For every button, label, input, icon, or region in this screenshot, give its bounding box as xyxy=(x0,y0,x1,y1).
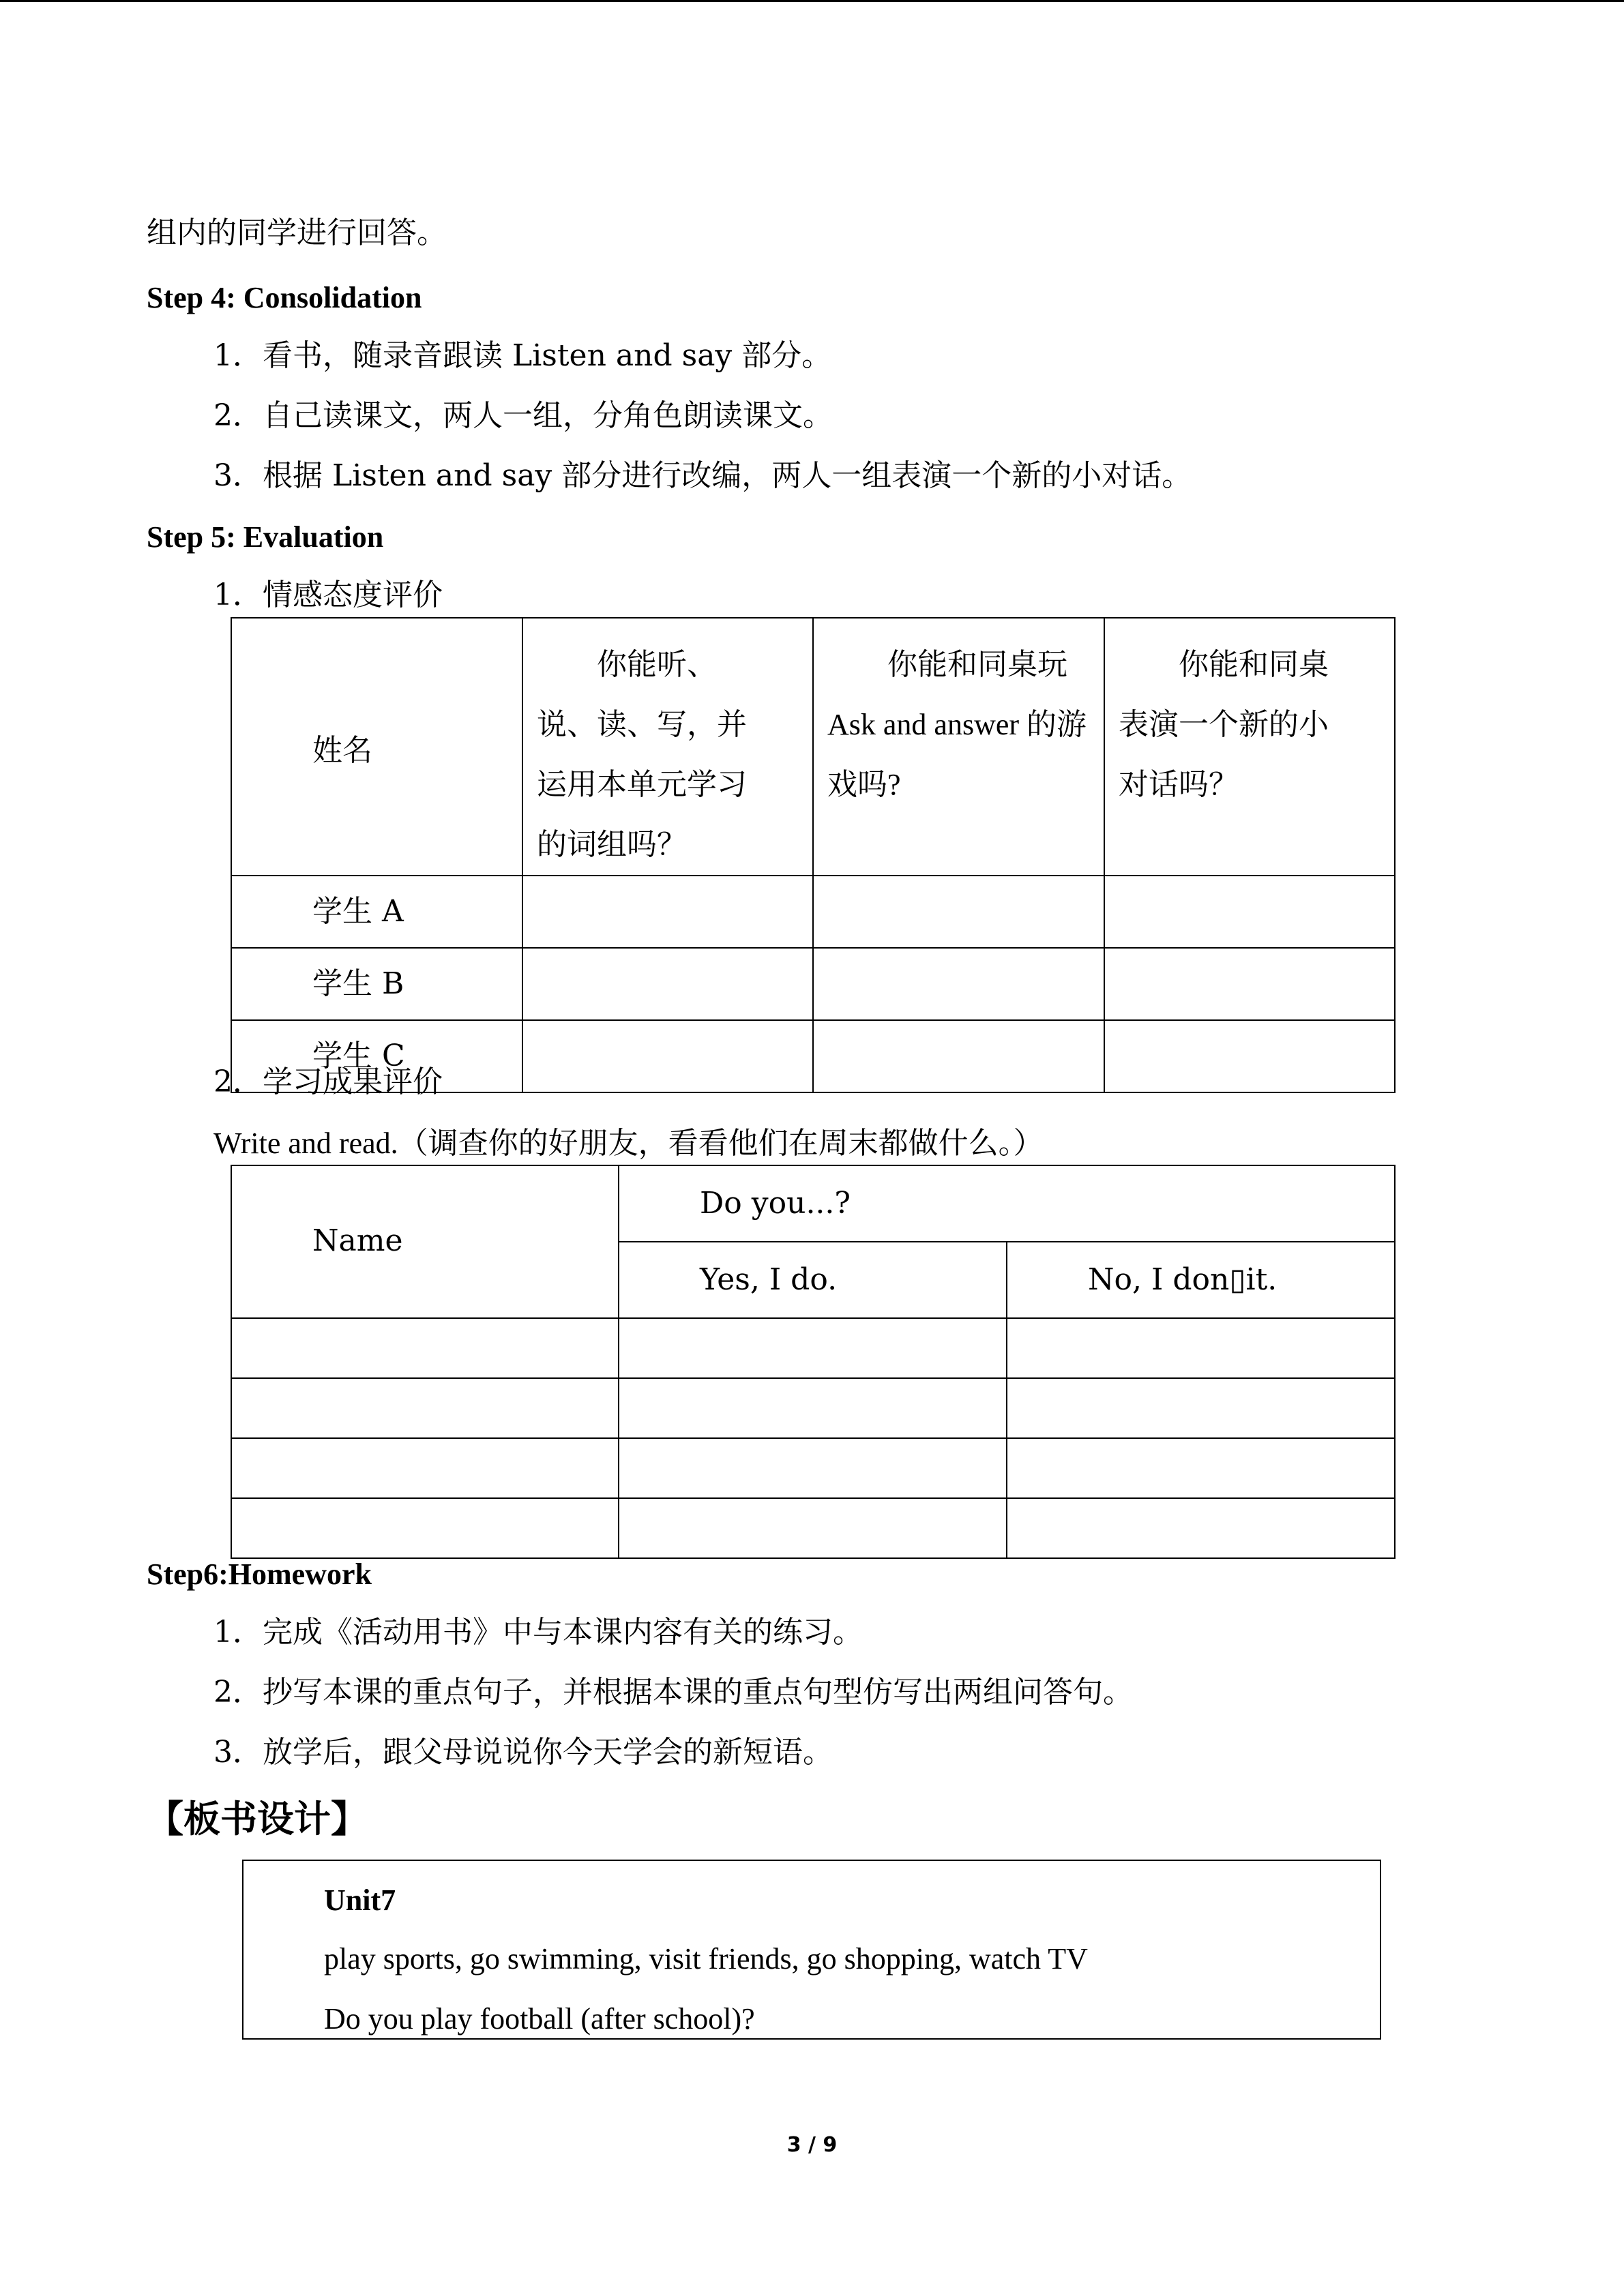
header-col-2: 你能和同桌玩 Ask and answer 的游戏吗? xyxy=(813,618,1104,876)
board-design-title: 【板书设计】 xyxy=(147,1798,368,1840)
row-label-student-c: 学生 C xyxy=(312,1039,405,1073)
table-cell xyxy=(1007,1318,1395,1378)
table-cell xyxy=(522,948,813,1020)
board-question: Do you play football (after school)? xyxy=(324,2002,755,2036)
table-cell xyxy=(231,1378,619,1438)
table-cell xyxy=(813,876,1104,948)
step5-sub2-description: Write and read.（调查你的好朋友，看看他们在周末都做什么。） xyxy=(213,1127,1044,1160)
table-row xyxy=(231,948,1395,1020)
page-number: 3 / 9 xyxy=(786,2133,838,2157)
table-row xyxy=(231,1438,1395,1498)
page-top-border xyxy=(0,0,1624,2)
step4-item-1: 1．看书，随录音跟读 Listen and say 部分。 xyxy=(213,338,832,373)
header-name-cell: 姓名 xyxy=(231,618,522,876)
step6-title: Step6:Homework xyxy=(147,1557,372,1591)
header-col-1: 你能听、说、读、写，并运用本单元学习的词组吗？ xyxy=(522,618,813,876)
table-cell xyxy=(619,1498,1007,1558)
step5-sub2: 2．学习成果评价 xyxy=(213,1064,443,1099)
table-cell xyxy=(1007,1498,1395,1558)
step4-item-3: 3．根据 Listen and say 部分进行改编，两人一组表演一个新的小对话。 xyxy=(213,458,1192,493)
step6-item-1: 1．完成《活动用书》中与本课内容有关的练习。 xyxy=(213,1615,863,1650)
table-cell xyxy=(619,1318,1007,1378)
header-no-cell: No, I don▯it. xyxy=(1007,1242,1395,1318)
table-cell xyxy=(1104,1020,1395,1092)
table-cell xyxy=(231,1498,619,1558)
table-row xyxy=(231,1318,1395,1378)
table-cell xyxy=(1007,1438,1395,1498)
survey-table xyxy=(231,1165,1396,1559)
row-label-student-a: 学生 A xyxy=(312,894,404,929)
step6-item-3: 3．放学后，跟父母说说你今天学会的新短语。 xyxy=(213,1735,833,1770)
table-row xyxy=(231,876,1395,948)
table-cell xyxy=(231,1318,619,1378)
table-cell xyxy=(619,1378,1007,1438)
table-cell xyxy=(522,1020,813,1092)
table-cell xyxy=(813,948,1104,1020)
step4-item-2: 2．自己读课文，两人一组，分角色朗读课文。 xyxy=(213,398,833,433)
intro-continuation: 组内的同学进行回答。 xyxy=(147,215,447,250)
board-unit: Unit7 xyxy=(324,1883,396,1917)
table-cell xyxy=(1007,1378,1395,1438)
step5-sub1: 1．情感态度评价 xyxy=(213,578,443,612)
header-question-cell: Do you...? xyxy=(619,1165,1395,1242)
table-cell xyxy=(619,1438,1007,1498)
table-cell xyxy=(1104,948,1395,1020)
table-cell xyxy=(231,1438,619,1498)
table-row xyxy=(231,1165,1395,1242)
step4-title: Step 4: Consolidation xyxy=(147,281,422,314)
table-cell xyxy=(813,1020,1104,1092)
table-row xyxy=(231,618,1395,876)
table-cell xyxy=(1104,876,1395,948)
board-phrases: play sports, go swimming, visit friends, go shopping, watch TV xyxy=(324,1942,1088,1976)
attitude-evaluation-table xyxy=(231,617,1396,1093)
board-design-box xyxy=(242,1860,1381,2040)
header-yes-cell: Yes, I do. xyxy=(619,1242,1007,1318)
table-row xyxy=(231,1378,1395,1438)
table-row xyxy=(231,1498,1395,1558)
header-col-3: 你能和同桌表演一个新的小对话吗？ xyxy=(1104,618,1395,876)
table-cell xyxy=(522,876,813,948)
header-name-cell: Name xyxy=(231,1165,619,1318)
row-label-student-b: 学生 B xyxy=(312,966,404,1001)
step6-item-2: 2．抄写本课的重点句子，并根据本课的重点句型仿写出两组问答句。 xyxy=(213,1675,1133,1710)
step5-title: Step 5: Evaluation xyxy=(147,520,384,554)
